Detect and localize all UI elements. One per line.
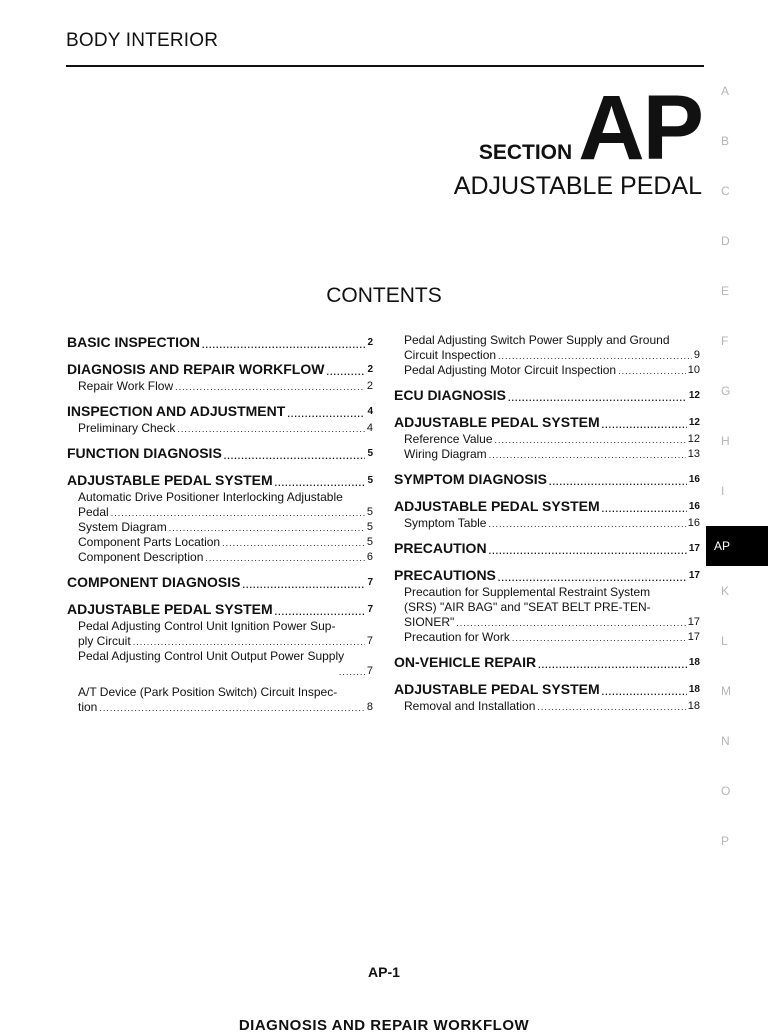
- toc-entry-srs-air-bag[interactable]: [394, 615, 700, 630]
- toc-label: ON-VEHICLE REPAIR: [394, 654, 537, 670]
- toc-label: System Diagram: [78, 520, 167, 534]
- toc-page: 16: [688, 474, 700, 485]
- toc-entry-precaution[interactable]: [394, 539, 700, 558]
- toc-entry-adjustable-pedal-system[interactable]: [394, 680, 700, 699]
- toc-entry-preliminary-check[interactable]: [67, 421, 373, 436]
- toc-page: 5: [366, 536, 373, 548]
- toc-entry-wiring-diagram[interactable]: [394, 447, 700, 462]
- page-header-title: BODY INTERIOR: [66, 30, 219, 51]
- toc-left-column: [67, 333, 373, 715]
- toc-entry-function-diagnosis[interactable]: [67, 444, 373, 463]
- toc-wrap-line[interactable]: Pedal Adjusting Control Unit Ignition Power Sup-: [78, 619, 336, 633]
- toc-leader: [275, 477, 366, 490]
- section-tab-k[interactable]: K: [721, 584, 730, 598]
- toc-leader: [339, 666, 365, 679]
- toc-label: ADJUSTABLE PEDAL SYSTEM: [394, 414, 600, 430]
- toc-entry-adjustable-pedal-system[interactable]: [394, 413, 700, 432]
- toc-leader: [602, 419, 687, 432]
- toc-leader: [602, 503, 687, 516]
- toc-leader: [549, 476, 687, 489]
- toc-leader: [242, 579, 365, 592]
- toc-label: tion: [78, 700, 98, 714]
- toc-page: 17: [688, 570, 700, 581]
- section-tab-n[interactable]: N: [721, 734, 730, 748]
- toc-page: 10: [687, 364, 700, 376]
- toc-page: 7: [366, 665, 373, 677]
- toc-label: Precaution for Work: [404, 630, 510, 644]
- toc-label: SYMPTOM DIAGNOSIS: [394, 471, 547, 487]
- toc-leader: [275, 606, 366, 619]
- toc-label: ADJUSTABLE PEDAL SYSTEM: [394, 498, 600, 514]
- toc-entry-output-power-supply[interactable]: [67, 664, 373, 679]
- toc-page: 18: [687, 700, 700, 712]
- toc-label: Component Parts Location: [78, 535, 221, 549]
- section-tab-i[interactable]: I: [721, 484, 725, 498]
- toc-label: Removal and Installation: [404, 699, 536, 713]
- toc-label: Component Description: [78, 550, 204, 564]
- toc-wrap-line[interactable]: Pedal Adjusting Control Unit Output Power Supply: [78, 649, 345, 663]
- toc-label: PRECAUTIONS: [394, 567, 496, 583]
- toc-wrap-line[interactable]: Precaution for Supplemental Restraint System: [404, 585, 651, 599]
- toc-label: Repair Work Flow: [78, 379, 174, 393]
- toc-label: DIAGNOSIS AND REPAIR WORKFLOW: [67, 361, 325, 377]
- toc-leader: [498, 350, 692, 363]
- toc-page: 17: [688, 543, 700, 554]
- toc-entry-inspection-adjustment[interactable]: [67, 402, 373, 421]
- toc-page: 4: [367, 406, 373, 417]
- toc-label: ADJUSTABLE PEDAL SYSTEM: [394, 681, 600, 697]
- toc-leader: [326, 366, 365, 379]
- toc-leader: [489, 545, 687, 558]
- section-tab-ap[interactable]: AP: [706, 526, 768, 566]
- toc-leader: [222, 537, 365, 550]
- toc-label: Symptom Table: [404, 516, 487, 530]
- section-word: SECTION: [478, 141, 573, 164]
- toc-entry-diagnosis-repair-workflow[interactable]: [67, 360, 373, 379]
- toc-page: 9: [693, 349, 700, 361]
- section-tab-e[interactable]: E: [721, 284, 730, 298]
- toc-wrap-line[interactable]: Automatic Drive Positioner Interlocking Adjustable: [78, 490, 343, 504]
- toc-entry-on-vehicle-repair[interactable]: [394, 653, 700, 672]
- toc-label: Reference Value: [404, 432, 493, 446]
- toc-entry-precautions[interactable]: [394, 566, 700, 585]
- toc-leader: [169, 522, 365, 535]
- toc-leader: [488, 518, 685, 531]
- toc-entry-automatic-drive-positioner[interactable]: [67, 505, 373, 520]
- toc-leader: [224, 450, 366, 463]
- toc-page: 5: [366, 506, 373, 518]
- toc-leader: [495, 434, 686, 447]
- toc-leader: [618, 365, 686, 378]
- toc-label: BASIC INSPECTION: [67, 334, 201, 350]
- toc-entry-adjustable-pedal-system[interactable]: [67, 471, 373, 490]
- toc-wrap-line[interactable]: (SRS) "AIR BAG" and "SEAT BELT PRE-TEN-: [404, 600, 651, 614]
- toc-page: 17: [687, 631, 700, 643]
- toc-leader: [489, 449, 686, 462]
- toc-label: ECU DIAGNOSIS: [394, 387, 507, 403]
- toc-right-column: [394, 333, 700, 714]
- toc-wrap-line[interactable]: A/T Device (Park Position Switch) Circuit Inspec-: [78, 685, 338, 699]
- toc-page: 2: [367, 337, 373, 348]
- toc-label: Circuit Inspection: [404, 348, 497, 362]
- toc-label: Preliminary Check: [78, 421, 176, 435]
- toc-leader: [512, 632, 686, 645]
- toc-page: 2: [366, 380, 373, 392]
- toc-page: 18: [688, 684, 700, 695]
- section-tab-g[interactable]: G: [721, 384, 731, 398]
- toc-label: COMPONENT DIAGNOSIS: [67, 574, 241, 590]
- toc-page: 4: [366, 422, 373, 434]
- toc-entry-adjustable-pedal-system[interactable]: [394, 497, 700, 516]
- toc-label: INSPECTION AND ADJUSTMENT: [67, 403, 286, 419]
- toc-page: 2: [367, 364, 373, 375]
- toc-label: Pedal: [78, 505, 109, 519]
- toc-wrap-line[interactable]: Pedal Adjusting Switch Power Supply and Ground: [404, 333, 670, 347]
- toc-leader: [202, 339, 365, 352]
- section-code: AP: [578, 77, 702, 179]
- toc-page: 5: [367, 448, 373, 459]
- toc-leader: [537, 701, 685, 714]
- contents-title: CONTENTS: [326, 284, 442, 307]
- section-tab-d[interactable]: D: [721, 234, 730, 248]
- toc-label: SIONER": [404, 615, 455, 629]
- toc-entry-component-description[interactable]: [67, 550, 373, 565]
- toc-entry-system-diagram[interactable]: [67, 520, 373, 535]
- toc-leader: [133, 636, 365, 649]
- toc-entry-ecu-diagnosis[interactable]: [394, 386, 700, 405]
- toc-label: ADJUSTABLE PEDAL SYSTEM: [67, 601, 273, 617]
- header-divider: [66, 65, 704, 67]
- toc-page: 5: [366, 521, 373, 533]
- toc-label: ply Circuit: [78, 634, 131, 648]
- toc-leader: [287, 408, 365, 421]
- toc-leader: [456, 617, 685, 630]
- section-title: ADJUSTABLE PEDAL: [453, 172, 702, 200]
- toc-entry-switch-power-supply[interactable]: [394, 348, 700, 363]
- section-tab-p[interactable]: P: [721, 834, 730, 848]
- toc-label: ADJUSTABLE PEDAL SYSTEM: [67, 472, 273, 488]
- toc-page: 5: [367, 475, 373, 486]
- toc-entry-symptom-diagnosis[interactable]: [394, 470, 700, 489]
- toc-entry-repair-work-flow[interactable]: [67, 379, 373, 394]
- toc-leader: [538, 659, 687, 672]
- toc-page: 12: [687, 433, 700, 445]
- toc-label: Wiring Diagram: [404, 447, 487, 461]
- toc-leader: [177, 423, 365, 436]
- toc-entry-removal-installation[interactable]: [394, 699, 700, 714]
- section-tab-a[interactable]: A: [721, 84, 730, 98]
- toc-entry-precaution-for-work[interactable]: [394, 630, 700, 645]
- toc-entry-basic-inspection[interactable]: [67, 333, 373, 352]
- toc-entry-adjustable-pedal-system[interactable]: [67, 600, 373, 619]
- section-tab-o[interactable]: O: [721, 784, 731, 798]
- toc-page: 8: [366, 701, 373, 713]
- section-heading: [478, 77, 702, 179]
- toc-entry-component-parts-location[interactable]: [67, 535, 373, 550]
- toc-page: 12: [688, 390, 700, 401]
- toc-page: 18: [688, 657, 700, 668]
- toc-leader: [508, 392, 687, 405]
- toc-label: Pedal Adjusting Motor Circuit Inspection: [404, 363, 617, 377]
- section-tab-h[interactable]: H: [721, 434, 730, 448]
- toc-leader: [175, 381, 365, 394]
- toc-leader: [111, 507, 365, 520]
- toc-page: 16: [688, 501, 700, 512]
- toc-page: 7: [367, 577, 373, 588]
- toc-leader: [205, 552, 364, 565]
- toc-leader: [99, 702, 365, 715]
- toc-label: FUNCTION DIAGNOSIS: [67, 445, 222, 461]
- section-tab-l[interactable]: L: [721, 634, 728, 648]
- toc-page: 13: [687, 448, 700, 460]
- toc-leader: [498, 572, 687, 585]
- toc-page: 7: [367, 604, 373, 615]
- page-number: AP-1: [368, 964, 400, 980]
- section-index-tabs: [706, 80, 768, 880]
- toc-entry-symptom-table[interactable]: [394, 516, 700, 531]
- section-tab-c[interactable]: C: [721, 184, 730, 198]
- section-tab-b[interactable]: B: [721, 134, 730, 148]
- toc-page: 12: [688, 417, 700, 428]
- toc-entry-ignition-power-supply[interactable]: [67, 634, 373, 649]
- toc-entry-component-diagnosis[interactable]: [67, 573, 373, 592]
- toc-page: 16: [687, 517, 700, 529]
- toc-label: PRECAUTION: [394, 540, 487, 556]
- toc-page: 6: [366, 551, 373, 563]
- next-page-heading: DIAGNOSIS AND REPAIR WORKFLOW: [238, 1017, 530, 1034]
- toc-page: 7: [366, 635, 373, 647]
- toc-entry-at-device-circuit[interactable]: [67, 700, 373, 715]
- section-tab-f[interactable]: F: [721, 334, 729, 348]
- toc-page: 17: [687, 616, 700, 628]
- toc-leader: [602, 686, 687, 699]
- toc-entry-reference-value[interactable]: [394, 432, 700, 447]
- section-tab-m[interactable]: M: [721, 684, 731, 698]
- toc-entry-motor-circuit[interactable]: [394, 363, 700, 378]
